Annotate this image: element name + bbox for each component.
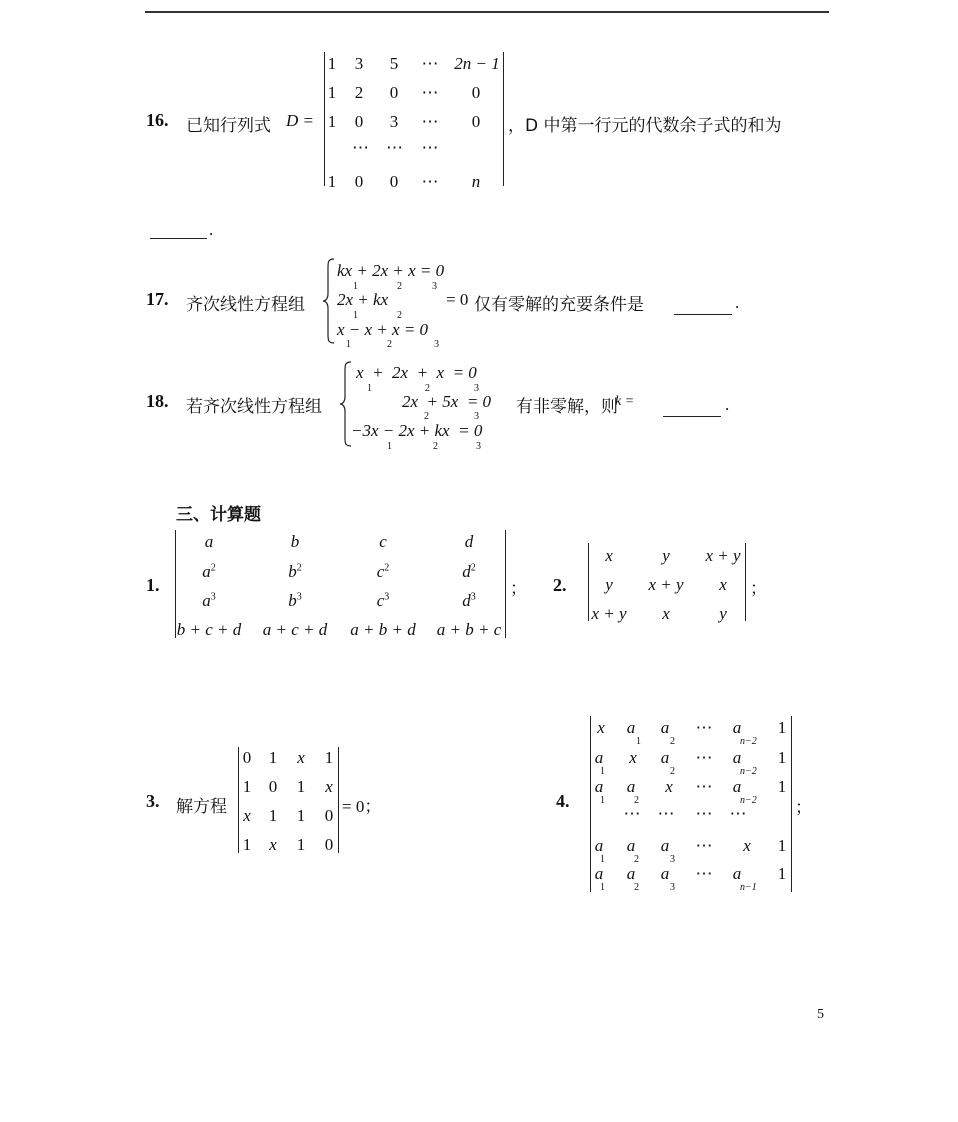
matrix-cell: 1 (242, 777, 252, 796)
section-heading: 三、计算题 (176, 505, 261, 525)
matrix-cell: 1 (296, 806, 306, 825)
matrix-cell: a (660, 836, 670, 855)
matrix-cell: 0 (324, 835, 334, 854)
period: . (725, 395, 730, 414)
subscript: 2 (634, 854, 639, 865)
matrix-cell: 3 (354, 54, 364, 73)
answer-blank (150, 238, 207, 239)
matrix-cell: x (297, 748, 305, 767)
matrix-cell: x + y (591, 604, 627, 623)
left-brace-icon (322, 258, 336, 344)
matrix-cell: ⋯ (695, 777, 713, 796)
matrix-cell: ⋯ (623, 804, 641, 823)
subscript: 3 (434, 339, 439, 350)
subscript: 3 (474, 383, 479, 394)
matrix-cell: 0 (471, 112, 481, 131)
matrix-cell: x (243, 806, 251, 825)
question-text-suffix: 仅有零解的充要条件是 (474, 295, 644, 315)
period: . (735, 293, 740, 312)
semicolon: ； (510, 579, 527, 598)
question-number: 1. (146, 575, 160, 595)
question-text-suffix: ，D 中第一行元的代数余子式的和为 (508, 116, 782, 136)
semicolon: ； (795, 798, 812, 817)
matrix-cell: a (594, 777, 604, 796)
question-text: 若齐次线性方程组 (186, 397, 322, 417)
matrix-cell: 3 (389, 112, 399, 131)
equation-line: 2x + kx (337, 290, 389, 309)
matrix-cell: a (594, 836, 604, 855)
matrix-cell: 1 (777, 748, 787, 767)
matrix-cell: ⋯ (695, 718, 713, 737)
subscript: n−2 (740, 766, 757, 777)
subscript: 1 (353, 310, 358, 321)
matrix-cell: 1 (296, 777, 306, 796)
matrix-cell: 0 (354, 172, 364, 191)
matrix-cell: ⋯ (695, 836, 713, 855)
matrix-cell: a (594, 864, 604, 883)
subscript: 2 (670, 736, 675, 747)
matrix-cell: 1 (268, 806, 278, 825)
matrix-cell: 0 (324, 806, 334, 825)
matrix-cell: y (719, 604, 727, 623)
matrix-cell: x (269, 835, 277, 854)
matrix-cell: x + y (705, 546, 741, 565)
equation-line: −3x − 2x + kx = 0 (351, 421, 483, 440)
subscript: 2 (433, 441, 438, 452)
matrix-cell: x (597, 718, 605, 737)
matrix-cell: ⋯ (386, 138, 403, 157)
matrix-cell: 0 (354, 112, 364, 131)
matrix-cell: ⋯ (729, 804, 747, 823)
matrix-cell: $a^2$ (202, 562, 216, 581)
matrix-cell: y (662, 546, 670, 565)
matrix-cell: 1 (777, 864, 787, 883)
matrix-cell: ⋯ (421, 172, 439, 191)
matrix-cell: b + c + d (176, 620, 242, 639)
matrix-cell: d (464, 532, 474, 551)
subscript: 3 (474, 411, 479, 422)
matrix-cell: 1 (777, 777, 787, 796)
subscript: 2 (634, 882, 639, 893)
matrix-cell: 0 (471, 83, 481, 102)
matrix-cell: a + b + d (350, 620, 416, 639)
matrix-cell: $b^3$ (288, 591, 302, 610)
determinant-matrix (238, 747, 340, 855)
subscript: 3 (432, 281, 437, 292)
question-number: 17. (146, 289, 169, 309)
matrix-cell: x (743, 836, 751, 855)
matrix-cell: 1 (327, 54, 337, 73)
matrix-cell: a (204, 532, 214, 551)
matrix-cell: a (660, 718, 670, 737)
determinant-left-bar (324, 52, 325, 186)
matrix-cell: a (732, 864, 742, 883)
subscript: 2 (397, 310, 402, 321)
matrix-cell: $a^3$ (202, 591, 216, 610)
subscript: 2 (670, 766, 675, 777)
matrix-cell: a (626, 718, 636, 737)
matrix-cell: 0 (389, 83, 399, 102)
subscript: 1 (600, 766, 605, 777)
question-number: 4. (556, 791, 570, 811)
variable-k: k = (615, 394, 635, 409)
matrix-cell: a + b + c (436, 620, 502, 639)
matrix-cell: 1 (268, 748, 278, 767)
determinant-matrix (326, 52, 502, 191)
matrix-cell: c (379, 532, 387, 551)
subscript: 1 (387, 441, 392, 452)
matrix-cell: a (626, 777, 636, 796)
subscript: 2 (425, 383, 430, 394)
question-number: 2. (553, 575, 567, 595)
matrix-cell: $c^3$ (376, 591, 390, 610)
determinant-matrix (588, 543, 746, 623)
matrix-cell: x + y (648, 575, 684, 594)
determinant-matrix (174, 530, 508, 640)
matrix-cell: n (471, 172, 481, 191)
matrix-cell: x (629, 748, 637, 767)
matrix-cell: ⋯ (657, 804, 675, 823)
matrix-cell: a (660, 864, 670, 883)
subscript: 1 (600, 854, 605, 865)
determinant-label: D = (286, 111, 314, 130)
matrix-cell: 1 (777, 718, 787, 737)
semicolon: ； (750, 579, 767, 598)
subscript: 1 (346, 339, 351, 350)
answer-blank (663, 416, 721, 417)
equation-line: 2x + 5x = 0 (402, 392, 492, 411)
matrix-cell: x (662, 604, 670, 623)
matrix-cell: x (665, 777, 673, 796)
matrix-cell: 1 (327, 112, 337, 131)
matrix-cell: 1 (324, 748, 334, 767)
matrix-cell: a (732, 777, 742, 796)
matrix-cell: a (594, 748, 604, 767)
matrix-cell: a (732, 748, 742, 767)
matrix-cell: $d^2$ (462, 562, 476, 581)
matrix-cell: ⋯ (421, 83, 439, 102)
subscript: 1 (636, 736, 641, 747)
subscript: 3 (670, 854, 675, 865)
matrix-cell: 1 (327, 172, 337, 191)
matrix-cell: a (626, 864, 636, 883)
matrix-cell: 5 (389, 54, 399, 73)
subscript: 1 (600, 882, 605, 893)
subscript: 1 (367, 383, 372, 394)
matrix-cell: a (660, 748, 670, 767)
subscript: 3 (476, 441, 481, 452)
answer-blank (674, 314, 732, 315)
matrix-cell: ⋯ (695, 804, 713, 823)
matrix-cell: 0 (242, 748, 252, 767)
matrix-cell: ⋯ (421, 54, 439, 73)
subscript: 3 (670, 882, 675, 893)
matrix-cell: 0 (268, 777, 278, 796)
question-number: 3. (146, 791, 160, 811)
matrix-cell: 1 (296, 835, 306, 854)
equation-line: x − x + x = 0 (337, 320, 429, 339)
matrix-cell: $d^3$ (462, 591, 476, 610)
subscript: 2 (424, 411, 429, 422)
subscript: 2 (387, 339, 392, 350)
equation-line: x + 2x + x = 0 (356, 363, 477, 382)
matrix-cell: $c^2$ (376, 562, 390, 581)
matrix-cell: x (719, 575, 727, 594)
matrix-cell: x (605, 546, 613, 565)
period: . (209, 220, 214, 239)
matrix-cell: ⋯ (695, 748, 713, 767)
subscript: 1 (353, 281, 358, 292)
question-number: 16. (146, 110, 169, 130)
matrix-cell: 0 (389, 172, 399, 191)
page-number: 5 (817, 1007, 824, 1022)
matrix-cell: ⋯ (352, 138, 369, 157)
matrix-cell: $b^2$ (288, 562, 302, 581)
question-text-suffix: 有非零解，则 (516, 397, 618, 417)
matrix-cell: a + c + d (262, 620, 328, 639)
matrix-cell: b (290, 532, 300, 551)
matrix-cell: 2 (354, 83, 364, 102)
subscript: n−2 (740, 795, 757, 806)
question-text: 已知行列式 (186, 116, 271, 136)
subscript: 2 (397, 281, 402, 292)
determinant-matrix (590, 716, 792, 894)
matrix-cell: ⋯ (421, 138, 439, 157)
matrix-cell: a (732, 718, 742, 737)
matrix-cell: 1 (242, 835, 252, 854)
question-number: 18. (146, 391, 169, 411)
matrix-cell: y (605, 575, 613, 594)
matrix-cell: 1 (327, 83, 337, 102)
subscript: n−2 (740, 736, 757, 747)
matrix-cell: ⋯ (421, 112, 439, 131)
question-text: 解方程 (176, 797, 227, 817)
matrix-cell: x (325, 777, 333, 796)
subscript: 2 (634, 795, 639, 806)
question-text: 齐次线性方程组 (186, 295, 305, 315)
equation-rhs: = 0； (342, 797, 382, 816)
top-rule (145, 11, 829, 13)
matrix-cell: 1 (777, 836, 787, 855)
matrix-cell: ⋯ (695, 864, 713, 883)
equation-rhs: = 0 (446, 290, 469, 309)
matrix-cell: 2n − 1 (454, 54, 500, 73)
subscript: n−1 (740, 882, 757, 893)
equation-line: kx + 2x + x = 0 (337, 261, 445, 280)
subscript: 1 (600, 795, 605, 806)
matrix-cell: a (626, 836, 636, 855)
